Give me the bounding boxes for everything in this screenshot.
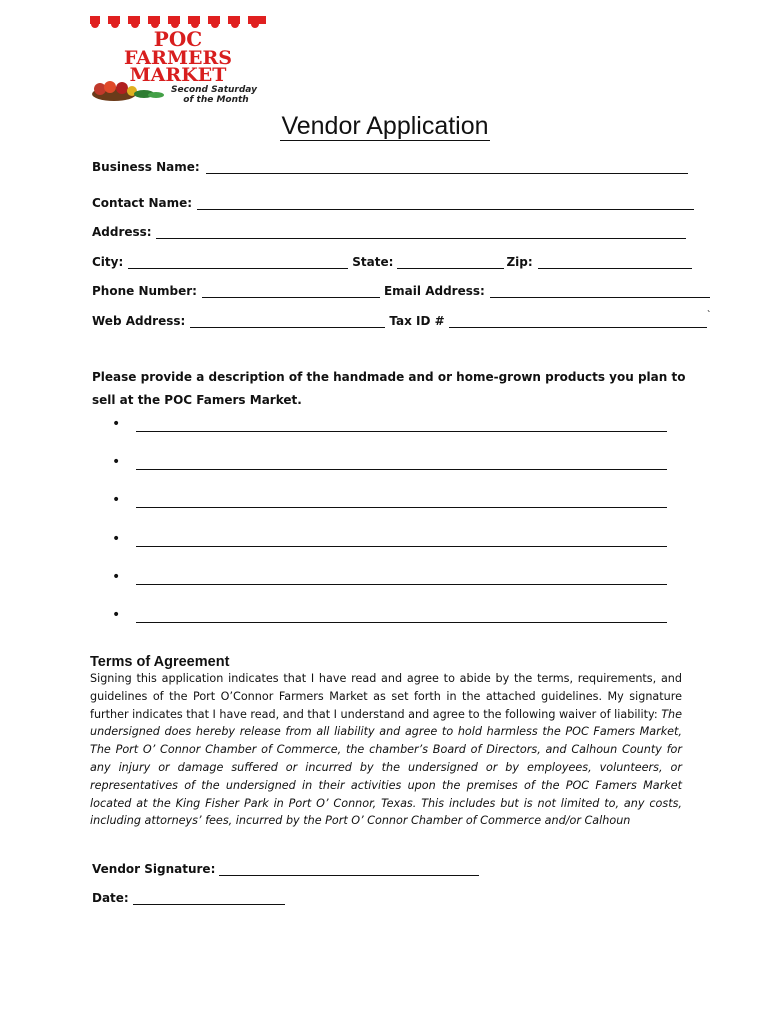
bullet-icon: • <box>112 607 121 623</box>
logo-line-poc: POC <box>153 27 203 51</box>
logo-line-market: MARKET <box>129 64 227 86</box>
email-label: Email Address: <box>383 284 485 298</box>
product-field-6[interactable] <box>136 610 667 623</box>
terms-heading: Terms of Agreement <box>90 654 230 670</box>
phone-label: Phone Number: <box>92 284 197 298</box>
city-field[interactable] <box>128 256 348 269</box>
terms-body <box>90 670 682 830</box>
address-label: Address: <box>92 225 152 239</box>
product-line-6 <box>112 607 667 623</box>
product-line-2 <box>112 454 667 470</box>
page-title: Vendor Application <box>281 112 489 140</box>
email-field[interactable] <box>490 285 710 298</box>
web-taxid-row <box>92 310 712 328</box>
city-label: City: <box>92 255 124 269</box>
date-row <box>92 887 285 905</box>
product-line-3 <box>112 492 667 508</box>
business-name-label: Business Name: <box>92 160 200 174</box>
city-state-zip-row <box>92 251 692 269</box>
web-address-label: Web Address: <box>92 314 186 328</box>
bullet-icon: • <box>112 454 121 470</box>
product-line-4 <box>112 531 667 547</box>
product-field-3[interactable] <box>136 495 667 508</box>
logo-tagline-2: of the Month <box>183 95 249 104</box>
address-field[interactable] <box>156 226 686 239</box>
vendor-signature-row <box>92 858 479 876</box>
product-field-1[interactable] <box>136 419 667 432</box>
bullet-icon: • <box>112 531 121 547</box>
contact-name-field[interactable] <box>197 197 694 210</box>
zip-field[interactable] <box>538 256 692 269</box>
terms-body-plain: Signing this application indicates that I have read and agree to abide by the terms, requirements, and guidelines of the Port O’Connor Farmers Market as set forth in the attached guidelines. My signature further indicates that I have read, and that I understand and agree to the following waiver of liability: <box>90 672 682 721</box>
tax-id-field[interactable] <box>449 315 707 328</box>
bullet-icon: • <box>112 569 121 585</box>
state-field[interactable] <box>397 256 504 269</box>
product-field-2[interactable] <box>136 457 667 470</box>
business-name-row <box>92 156 688 174</box>
product-field-4[interactable] <box>136 534 667 547</box>
vendor-signature-field[interactable] <box>219 863 479 876</box>
state-label: State: <box>352 255 394 269</box>
contact-name-label: Contact Name: <box>92 196 193 210</box>
product-line-5 <box>112 569 667 585</box>
bullet-icon: • <box>112 492 121 508</box>
product-field-5[interactable] <box>136 572 667 585</box>
product-line-1 <box>112 416 667 432</box>
poc-farmers-market-logo <box>82 14 272 104</box>
logo-line-farmers: FARMERS <box>124 47 232 69</box>
business-name-field[interactable] <box>206 161 688 174</box>
bullet-icon: • <box>112 416 121 432</box>
address-row <box>92 221 686 239</box>
tax-id-tick: ` <box>706 310 712 321</box>
web-address-field[interactable] <box>190 315 385 328</box>
phone-email-row <box>92 280 710 298</box>
contact-name-row <box>92 192 694 210</box>
vendor-signature-label: Vendor Signature: <box>92 862 216 876</box>
terms-body-waiver: The undersigned does hereby release from all liability and agree to hold harmless the POC Famers Market, The Port O’ Connor Chamber of Commerce, the chamber’s Board of Directors, and Calhoun County for any injury or damage suffered or incurred by the undersigned or by employees, volunteers, or representatives of the undersigned in their activities upon the premises of the POC Famers Market located at the King Fisher Park in Port O’ Connor, Texas. This includes but is not limited to, any costs, including attorneys’ fees, incurred by the Port O’ Connor Chamber of Commerce and/or Calhoun <box>90 707 682 828</box>
date-field[interactable] <box>133 892 285 905</box>
logo-tagline-1: Second Saturday <box>171 85 257 95</box>
description-prompt: Please provide a description of the handmade and or home-grown products you plan to sell at the POC Famers Market. <box>92 370 686 407</box>
phone-field[interactable] <box>202 285 380 298</box>
zip-label: Zip: <box>506 255 533 269</box>
date-label: Date: <box>92 891 129 905</box>
tax-id-label: Tax ID # <box>389 314 445 328</box>
